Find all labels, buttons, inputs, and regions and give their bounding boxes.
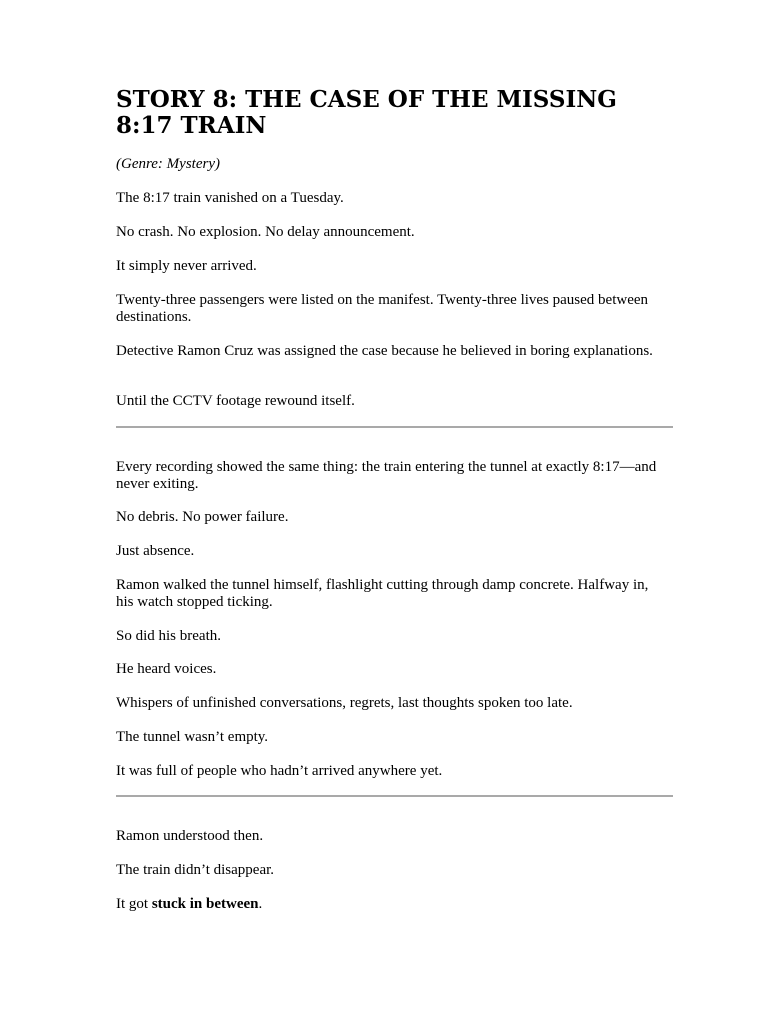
paragraph: No crash. No explosion. No delay announcement.	[116, 224, 415, 240]
paragraph: Twenty-three passengers were listed on the manifest. Twenty-three lives paused between destinations.	[116, 292, 649, 325]
paragraph: Detective Ramon Cruz was assigned the case because he believed in boring explanations.	[116, 343, 653, 359]
section-divider	[116, 426, 673, 428]
final-suffix: .	[258, 896, 263, 912]
final-prefix: It got	[116, 896, 152, 912]
paragraph: It simply never arrived.	[116, 258, 257, 274]
paragraph: Whispers of unfinished conversations, regrets, last thoughts spoken too late.	[116, 695, 573, 711]
paragraph: So did his breath.	[116, 628, 221, 644]
paragraph: Just absence.	[116, 543, 195, 559]
emphasis-text: stuck in between	[151, 896, 259, 912]
section-divider	[116, 795, 673, 797]
paragraph: Every recording showed the same thing: the train entering the tunnel at exactly 8:17—and never exiting.	[116, 459, 657, 492]
final-paragraph	[116, 896, 661, 913]
paragraph: Ramon understood then.	[116, 828, 264, 844]
story-title: STORY 8: THE CASE OF THE MISSING 8:17 TRAIN	[116, 86, 617, 139]
paragraph: Until the CCTV footage rewound itself.	[116, 393, 355, 409]
genre-label: (Genre: Mystery)	[116, 156, 220, 172]
paragraph: The train didn’t disappear.	[116, 862, 275, 878]
paragraph: It was full of people who hadn’t arrived anywhere yet.	[116, 763, 443, 779]
paragraph: The tunnel wasn’t empty.	[116, 729, 269, 745]
paragraph: The 8:17 train vanished on a Tuesday.	[116, 190, 344, 206]
paragraph: Ramon walked the tunnel himself, flashlight cutting through damp concrete. Halfway in, his watch stopped ticking.	[116, 577, 649, 610]
paragraph: He heard voices.	[116, 661, 217, 677]
paragraph: No debris. No power failure.	[116, 509, 289, 525]
